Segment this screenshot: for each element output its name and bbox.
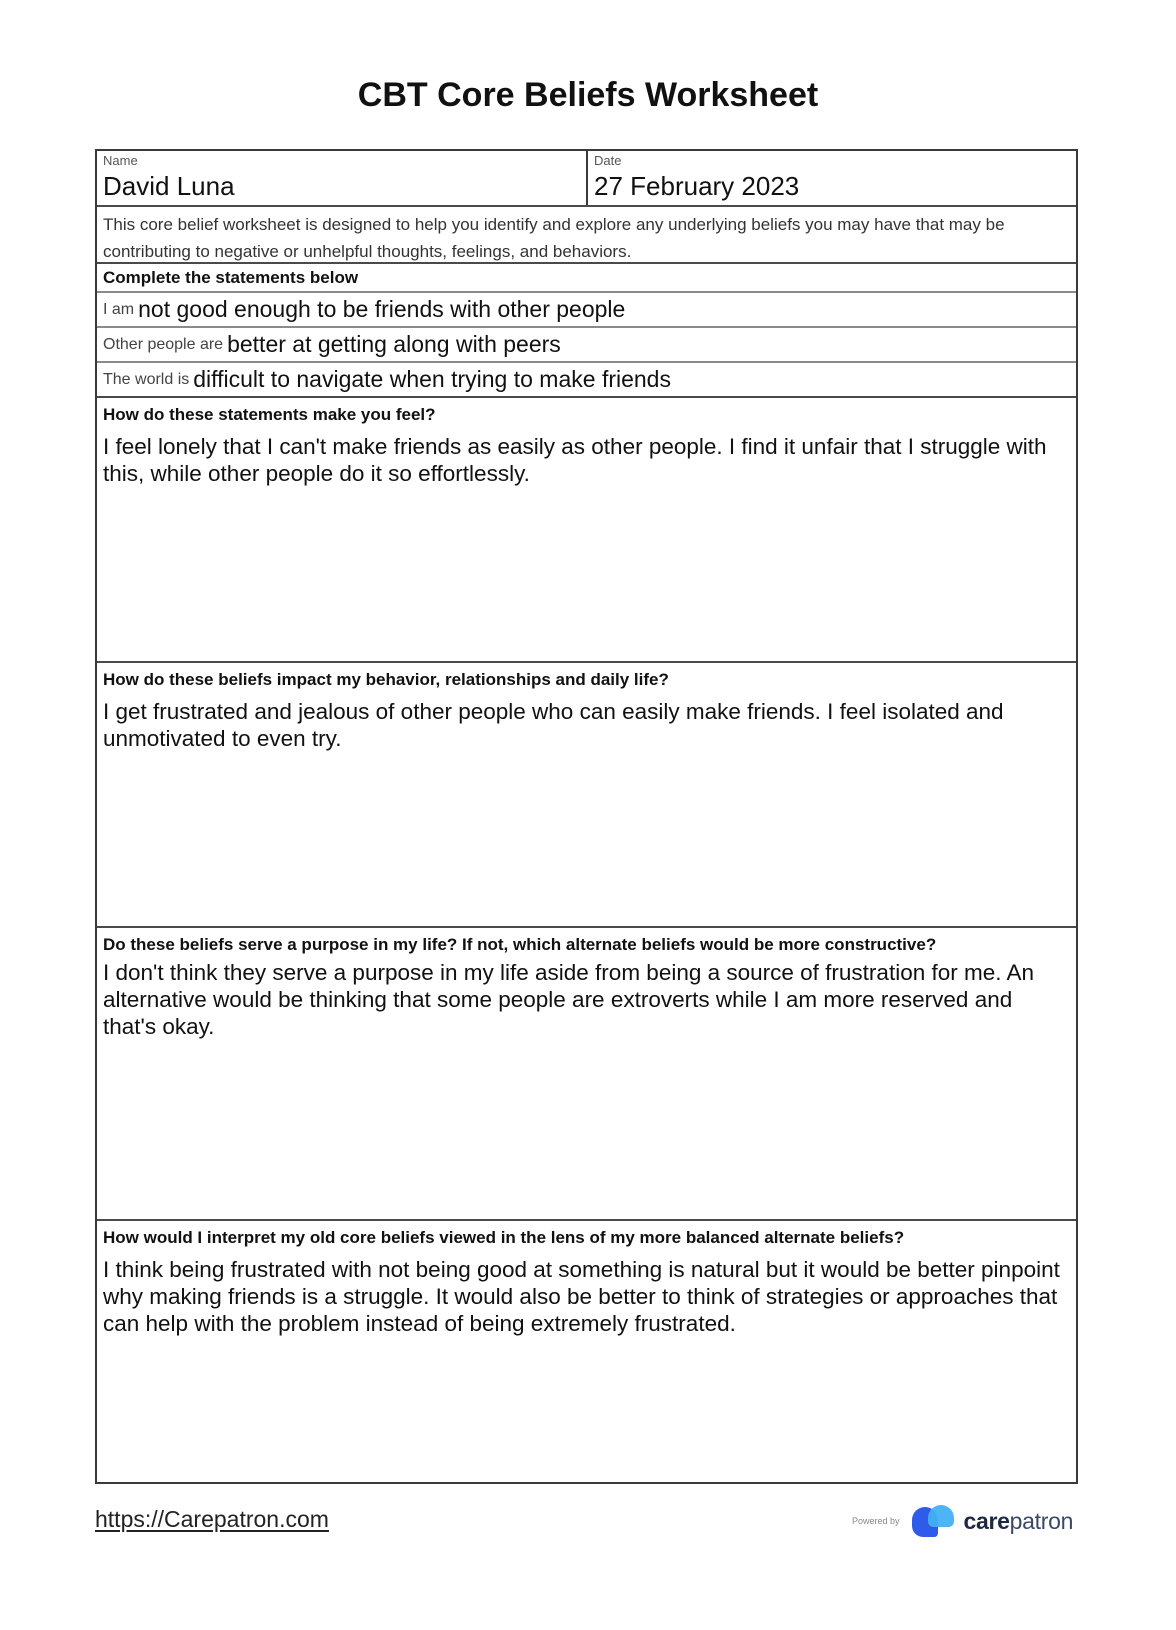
brand-light: patron <box>1009 1507 1074 1534</box>
powered-by-badge[interactable] <box>852 1505 1073 1537</box>
date-value: 27 February 2023 <box>594 171 800 201</box>
carepatron-link[interactable]: https://Carepatron.com <box>95 1506 329 1532</box>
statement-world[interactable] <box>97 363 1076 398</box>
name-value: David Luna <box>103 171 235 201</box>
statement-prefix: I am <box>103 300 135 318</box>
brand-bold: care <box>963 1507 1010 1534</box>
question-impact[interactable] <box>97 663 1076 928</box>
carepatron-logo-icon <box>912 1505 958 1537</box>
statement-other-people[interactable] <box>97 328 1076 363</box>
name-field[interactable] <box>97 151 588 205</box>
question-purpose[interactable] <box>97 928 1076 1221</box>
question-answer: I get frustrated and jealous of other people who can easily make friends. I feel isolated and unmotivated to even try. <box>103 699 1004 751</box>
question-answer: I think being frustrated with not being good at something is natural but it would be better pinpoint why making friends is a struggle. It would also be better to think of strategies or approaches that can help with the problem instead of being extremely frustrated. <box>103 1257 1060 1336</box>
question-reinterpret[interactable] <box>97 1221 1076 1482</box>
statement-prefix: The world is <box>103 370 190 388</box>
question-label: How would I interpret my old core beliefs viewed in the lens of my more balanced alternate beliefs? <box>103 1228 905 1247</box>
statement-answer: not good enough to be friends with other people <box>138 296 626 322</box>
question-label: Do these beliefs serve a purpose in my life? If not, which alternate beliefs would be more constructive? <box>103 935 937 954</box>
statement-answer: difficult to navigate when trying to make friends <box>193 366 671 392</box>
statement-prefix: Other people are <box>103 335 224 353</box>
name-label: Name <box>103 153 138 168</box>
header-row <box>97 151 1076 207</box>
date-field[interactable] <box>588 151 1076 205</box>
carepatron-wordmark <box>964 1508 1074 1535</box>
question-label: How do these beliefs impact my behavior, relationships and daily life? <box>103 670 669 689</box>
question-label: How do these statements make you feel? <box>103 405 436 424</box>
statements-heading: Complete the statements below <box>97 264 1076 293</box>
page-title: CBT Core Beliefs Worksheet <box>357 76 819 114</box>
question-feelings[interactable] <box>97 398 1076 663</box>
worksheet-table <box>95 149 1078 1484</box>
date-label: Date <box>594 153 622 168</box>
powered-by-label: Powered by <box>852 1516 900 1526</box>
statement-answer: better at getting along with peers <box>227 331 561 357</box>
statement-i-am[interactable] <box>97 293 1076 328</box>
question-answer: I feel lonely that I can't make friends as easily as other people. I find it unfair that I struggle with this, while other people do it so effortlessly. <box>103 434 1047 486</box>
intro-text: This core belief worksheet is designed to help you identify and explore any underlying beliefs you may have that may be contributing to negative or unhelpful thoughts, feelings, and behaviors. <box>97 207 1076 264</box>
question-answer: I don't think they serve a purpose in my life aside from being a source of frustration for me. An alternative would be thinking that some people are extroverts while I am more reserved and that's okay. <box>103 960 1035 1039</box>
